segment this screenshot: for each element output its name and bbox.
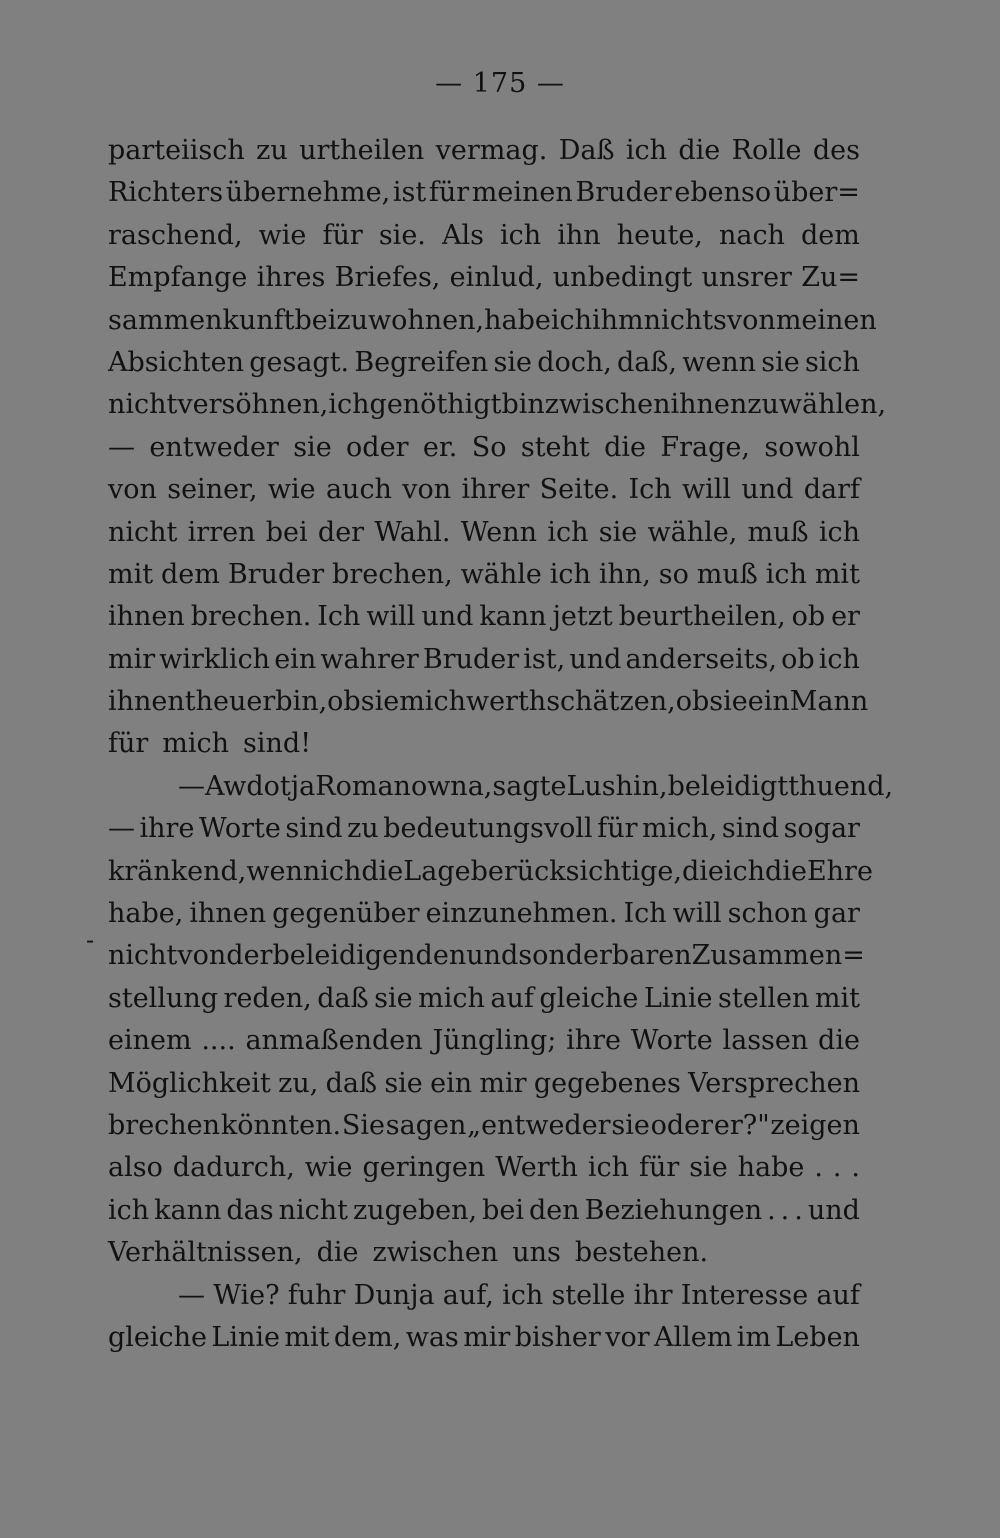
word: sagen bbox=[385, 1109, 467, 1141]
word: ich bbox=[500, 219, 542, 251]
page-number: — 175 — bbox=[435, 68, 565, 99]
word: über= bbox=[773, 177, 860, 209]
word: er bbox=[831, 601, 860, 633]
word: Worte bbox=[198, 813, 281, 845]
word: zu bbox=[747, 389, 779, 421]
word: brechen, bbox=[332, 558, 453, 590]
text-line bbox=[108, 681, 869, 723]
word: zwischen bbox=[372, 1237, 499, 1269]
word: fuhr bbox=[287, 1279, 346, 1311]
word: darf bbox=[803, 474, 860, 506]
word: nichts bbox=[643, 304, 727, 336]
word: vor bbox=[605, 1321, 650, 1353]
word: .... bbox=[201, 1025, 236, 1057]
word: — bbox=[108, 813, 135, 845]
word: beizuwohnen, bbox=[294, 304, 485, 336]
word: Leben bbox=[775, 1321, 860, 1353]
word: dem bbox=[801, 219, 860, 251]
word: wähle bbox=[460, 558, 542, 590]
word: berücksichtige, bbox=[470, 855, 682, 887]
word: habe bbox=[737, 1152, 805, 1184]
word: einem bbox=[108, 1025, 192, 1057]
word: ich bbox=[549, 558, 591, 590]
word: gegenüber bbox=[272, 898, 420, 930]
word: doch, bbox=[537, 346, 612, 378]
word: ihnen bbox=[189, 898, 267, 930]
word: ob bbox=[781, 643, 815, 675]
word: Rolle bbox=[731, 135, 802, 166]
word: sie. bbox=[378, 219, 426, 251]
word: für bbox=[638, 1152, 680, 1184]
word: und bbox=[569, 643, 622, 675]
word: . bbox=[814, 1152, 823, 1184]
word: auf bbox=[490, 982, 534, 1014]
word: sie bbox=[493, 346, 532, 378]
word: Seite. bbox=[539, 474, 619, 506]
word: sie bbox=[611, 1109, 650, 1141]
word: reden, bbox=[223, 982, 312, 1014]
word: habe, bbox=[108, 898, 184, 930]
word: Mann bbox=[789, 686, 869, 718]
word: einlud, bbox=[449, 262, 544, 294]
word: Daß bbox=[558, 135, 615, 166]
word: . bbox=[780, 1194, 790, 1226]
word: der bbox=[226, 940, 273, 972]
text-line bbox=[108, 1063, 860, 1105]
word: daß bbox=[317, 982, 369, 1014]
word: genöthigt bbox=[369, 389, 502, 421]
word: Versprechen bbox=[688, 1067, 860, 1099]
word: die bbox=[765, 855, 807, 887]
word: muß bbox=[747, 516, 809, 548]
word: für bbox=[597, 813, 638, 845]
word: urtheilen bbox=[299, 135, 425, 166]
word: anmaßenden bbox=[245, 1025, 423, 1057]
word: die bbox=[818, 1025, 860, 1057]
word: den bbox=[528, 1194, 580, 1226]
word: für bbox=[108, 728, 149, 760]
word: von bbox=[177, 940, 227, 972]
text-line bbox=[108, 808, 860, 850]
word: Als bbox=[441, 219, 484, 251]
word: daß bbox=[325, 1067, 378, 1099]
word: ihrer bbox=[461, 474, 530, 506]
word: mich bbox=[162, 728, 230, 760]
word: sie bbox=[689, 1152, 728, 1184]
word: kränkend, bbox=[108, 855, 247, 887]
text-line bbox=[108, 512, 860, 554]
word: bin bbox=[501, 389, 545, 421]
word: will bbox=[366, 601, 416, 633]
word: für bbox=[322, 219, 363, 251]
word: Bruder bbox=[422, 643, 520, 675]
word: bei bbox=[482, 1194, 524, 1226]
word: „entweder bbox=[467, 1109, 611, 1141]
word: wenn bbox=[246, 855, 321, 887]
word: ich bbox=[765, 558, 807, 590]
word: also bbox=[108, 1152, 163, 1184]
word: versöhnen, bbox=[177, 389, 329, 421]
word: Allem bbox=[654, 1321, 733, 1353]
word: Dunja bbox=[353, 1279, 435, 1311]
word: Romanowna, bbox=[315, 770, 493, 802]
word: nicht bbox=[108, 389, 178, 421]
text-line bbox=[108, 1190, 860, 1232]
word: ich bbox=[320, 855, 362, 887]
word: mit bbox=[108, 558, 154, 590]
word: von bbox=[402, 474, 452, 506]
word: mir bbox=[463, 1321, 511, 1353]
word: gleiche bbox=[108, 1321, 208, 1353]
word: steht bbox=[520, 431, 590, 463]
word: und bbox=[741, 474, 794, 506]
word: mich bbox=[399, 686, 466, 718]
word: will bbox=[672, 898, 722, 930]
word: geringen bbox=[362, 1152, 486, 1184]
text-line bbox=[108, 257, 860, 299]
word: ich bbox=[818, 643, 860, 675]
text-line bbox=[108, 1232, 860, 1274]
word: Lage bbox=[403, 855, 471, 887]
word: er. bbox=[422, 431, 458, 463]
word: sich bbox=[804, 346, 860, 378]
word: Ich bbox=[317, 601, 361, 633]
word: Wahl. bbox=[374, 516, 451, 548]
word: Wie? bbox=[213, 1279, 280, 1311]
word: ich bbox=[723, 855, 766, 887]
word: ich bbox=[108, 1194, 150, 1226]
word: ihn, bbox=[598, 558, 651, 590]
word: sonderbaren bbox=[518, 940, 692, 972]
word: meinen bbox=[775, 304, 877, 336]
word: unsrer bbox=[701, 262, 792, 294]
word: Interesse bbox=[680, 1279, 809, 1311]
word: — bbox=[178, 1279, 205, 1311]
text-line bbox=[108, 1020, 860, 1062]
word: sowohl bbox=[764, 431, 860, 463]
word: Werth bbox=[495, 1152, 578, 1184]
word: Möglichkeit bbox=[108, 1067, 271, 1099]
word: Jüngling; bbox=[432, 1025, 557, 1057]
word: werthschätzen, bbox=[465, 686, 676, 718]
word: sind bbox=[721, 813, 780, 845]
word: Absichten bbox=[108, 346, 245, 378]
word: zu, bbox=[278, 1067, 319, 1099]
word: dem, bbox=[333, 1321, 402, 1353]
word: nicht bbox=[108, 516, 178, 548]
word: auch bbox=[325, 474, 392, 506]
word: Awdotja bbox=[205, 770, 316, 802]
word: wählen, bbox=[778, 389, 887, 421]
word: von bbox=[726, 304, 776, 336]
word: bei bbox=[265, 516, 308, 548]
word: mit bbox=[814, 982, 860, 1014]
text-line bbox=[108, 342, 860, 384]
body-text bbox=[108, 130, 894, 1359]
word: . bbox=[794, 1194, 803, 1226]
text-line bbox=[108, 639, 860, 681]
word: mit bbox=[814, 558, 860, 590]
word: zu bbox=[347, 813, 379, 845]
word: daß, bbox=[617, 346, 678, 378]
word: Begreifen bbox=[354, 346, 489, 378]
word: so bbox=[658, 558, 689, 590]
word: nicht bbox=[108, 940, 178, 972]
word: könnten. bbox=[220, 1109, 342, 1141]
word: zugeben, bbox=[352, 1194, 478, 1226]
word: ich bbox=[587, 1152, 630, 1184]
word: ob bbox=[675, 686, 710, 718]
word: einzunehmen. bbox=[425, 898, 618, 930]
word: Zu= bbox=[801, 262, 860, 294]
word: dadurch, bbox=[172, 1152, 295, 1184]
text-line bbox=[108, 427, 860, 469]
word: des bbox=[812, 135, 860, 166]
word: habe bbox=[484, 304, 551, 336]
text-line bbox=[108, 300, 877, 342]
word: bisher bbox=[514, 1321, 601, 1353]
word: ich bbox=[328, 389, 370, 421]
text-line bbox=[108, 1275, 860, 1317]
word: muß bbox=[696, 558, 758, 590]
word: Zusammen= bbox=[691, 940, 865, 972]
word: ebenso bbox=[674, 177, 772, 209]
word: bedeutungsvoll bbox=[383, 813, 593, 845]
word: nach bbox=[718, 219, 785, 251]
word: sie bbox=[384, 1067, 423, 1099]
word: brechen. bbox=[190, 601, 312, 633]
text-line bbox=[108, 1317, 860, 1359]
word: wähle, bbox=[647, 516, 738, 548]
word: — bbox=[178, 770, 205, 802]
text-line bbox=[108, 851, 873, 893]
text-line bbox=[108, 172, 860, 214]
word: mit bbox=[284, 1321, 330, 1353]
word: ein bbox=[430, 1067, 473, 1099]
word: und bbox=[807, 1194, 860, 1226]
word: Linie bbox=[211, 1321, 280, 1353]
word: übernehme, bbox=[225, 177, 391, 209]
word: zwischen bbox=[544, 389, 671, 421]
word: Ehre bbox=[806, 855, 873, 887]
word: die bbox=[316, 1237, 359, 1269]
word: stellung bbox=[108, 982, 219, 1014]
word: ich bbox=[818, 516, 860, 548]
text-line bbox=[108, 935, 865, 977]
word: die bbox=[604, 431, 647, 463]
word: oder bbox=[650, 1109, 714, 1141]
word: brechen bbox=[108, 1109, 221, 1141]
word: ob bbox=[791, 601, 826, 633]
word: Lushin, bbox=[566, 770, 668, 802]
word: ihr bbox=[633, 1279, 673, 1311]
word: sie bbox=[709, 686, 748, 718]
word: Empfange bbox=[108, 262, 248, 294]
word: sagte bbox=[492, 770, 567, 802]
word: zeigen bbox=[770, 1109, 860, 1141]
word: gegebenes bbox=[533, 1067, 681, 1099]
word: beurtheilen, bbox=[618, 601, 786, 633]
word: sie bbox=[293, 431, 332, 463]
word: mir bbox=[479, 1067, 527, 1099]
text-line bbox=[108, 384, 887, 426]
word: ihre bbox=[566, 1025, 622, 1057]
word: mir bbox=[108, 643, 156, 675]
word: Worte bbox=[630, 1025, 713, 1057]
word: Ich bbox=[628, 474, 672, 506]
word: ich bbox=[550, 304, 593, 336]
word: zu bbox=[256, 135, 288, 166]
word: ihn bbox=[557, 219, 601, 251]
word: raschend, bbox=[108, 219, 243, 251]
text-line bbox=[108, 766, 894, 808]
word: bestehen. bbox=[574, 1237, 709, 1269]
word: Ich bbox=[623, 898, 667, 930]
word: ich bbox=[502, 1279, 544, 1311]
word: Briefes, bbox=[334, 262, 441, 294]
word: kann bbox=[479, 601, 547, 633]
word: ihres bbox=[256, 262, 326, 294]
word: stelle bbox=[551, 1279, 626, 1311]
word: Frage, bbox=[660, 431, 750, 463]
word: ist, bbox=[523, 643, 566, 675]
word: ob bbox=[327, 686, 361, 718]
word: thuend, bbox=[788, 770, 894, 802]
word: Wenn bbox=[460, 516, 538, 548]
word: ihnen bbox=[108, 686, 185, 718]
word: stellen bbox=[718, 982, 810, 1014]
word: schon bbox=[727, 898, 808, 930]
word: im bbox=[736, 1321, 771, 1353]
word: parteiisch bbox=[108, 135, 245, 166]
word: sie bbox=[761, 346, 800, 378]
word: und bbox=[466, 940, 519, 972]
word: vermag. bbox=[435, 135, 548, 166]
word: meinen bbox=[471, 177, 573, 209]
word: ihnen bbox=[108, 601, 185, 633]
word: . bbox=[832, 1152, 842, 1184]
word: Bruder bbox=[227, 558, 325, 590]
word: unbedingt bbox=[552, 262, 693, 294]
word: anderseits, bbox=[625, 643, 777, 675]
word: und bbox=[421, 601, 474, 633]
word: ihm bbox=[592, 304, 644, 336]
word: sie bbox=[374, 982, 413, 1014]
word: wenn bbox=[682, 346, 757, 378]
word: Verhältnissen, bbox=[108, 1237, 303, 1269]
word: — bbox=[108, 431, 135, 463]
word: sind bbox=[285, 813, 343, 845]
word: gesagt. bbox=[249, 346, 350, 378]
word: er?" bbox=[713, 1109, 770, 1141]
word: ein bbox=[274, 643, 317, 675]
word: bin, bbox=[275, 686, 328, 718]
word: auf bbox=[816, 1279, 860, 1311]
word: ein bbox=[747, 686, 790, 718]
word: sie bbox=[360, 686, 400, 718]
word: Bruder bbox=[575, 177, 672, 209]
word: ich bbox=[547, 516, 589, 548]
word: oder bbox=[346, 431, 409, 463]
word: die bbox=[681, 855, 724, 887]
word: was bbox=[405, 1321, 459, 1353]
text-line bbox=[108, 1105, 860, 1147]
word: gleiche bbox=[539, 982, 639, 1014]
word: ich bbox=[625, 135, 667, 166]
word: lassen bbox=[722, 1025, 809, 1057]
word: für bbox=[428, 177, 470, 209]
text-line bbox=[108, 596, 860, 638]
word: wahrer bbox=[320, 643, 419, 675]
word: auf, bbox=[442, 1279, 494, 1311]
word: mich, bbox=[642, 813, 718, 845]
word: jetzt bbox=[552, 601, 613, 633]
text-line bbox=[108, 978, 860, 1020]
word: theuer bbox=[184, 686, 276, 718]
word: Richters bbox=[108, 177, 224, 209]
word: sammenkunft bbox=[108, 304, 295, 336]
word: uns bbox=[512, 1237, 561, 1269]
word: sind! bbox=[243, 728, 312, 760]
word: entweder bbox=[149, 431, 279, 463]
word: kann bbox=[154, 1194, 222, 1226]
word: sogar bbox=[783, 813, 860, 845]
word: Linie bbox=[643, 982, 713, 1014]
word: will bbox=[681, 474, 731, 506]
word: Sie bbox=[341, 1109, 385, 1141]
word: . bbox=[851, 1152, 860, 1184]
text-line bbox=[108, 893, 860, 935]
text-line bbox=[108, 723, 860, 765]
word: nicht bbox=[278, 1194, 348, 1226]
word: wie bbox=[258, 219, 307, 251]
word: ihre bbox=[139, 813, 195, 845]
text-line bbox=[108, 215, 860, 257]
word: die bbox=[361, 855, 404, 887]
word: seiner, bbox=[167, 474, 258, 506]
word: heute, bbox=[616, 219, 703, 251]
word: sie bbox=[598, 516, 638, 548]
word: Beziehungen bbox=[584, 1194, 763, 1226]
word: irren bbox=[187, 516, 256, 548]
word: von bbox=[108, 474, 157, 506]
word: ist bbox=[392, 177, 427, 209]
word: der bbox=[317, 516, 365, 548]
word: dem bbox=[161, 558, 220, 590]
word: die bbox=[678, 135, 721, 166]
word: wie bbox=[304, 1152, 353, 1184]
word: wie bbox=[267, 474, 316, 506]
word: mich bbox=[418, 982, 485, 1014]
text-line bbox=[108, 130, 860, 172]
word: das bbox=[226, 1194, 274, 1226]
word: beleidigt bbox=[667, 770, 789, 802]
word: ihnen bbox=[670, 389, 748, 421]
text-line bbox=[108, 469, 860, 511]
word: . bbox=[767, 1194, 776, 1226]
text-line bbox=[108, 1147, 860, 1189]
word: beleidigenden bbox=[272, 940, 467, 972]
margin-mark: - bbox=[86, 926, 95, 954]
word: So bbox=[471, 431, 507, 463]
word: gar bbox=[813, 898, 860, 930]
text-line bbox=[108, 554, 860, 596]
word: wirklich bbox=[159, 643, 271, 675]
